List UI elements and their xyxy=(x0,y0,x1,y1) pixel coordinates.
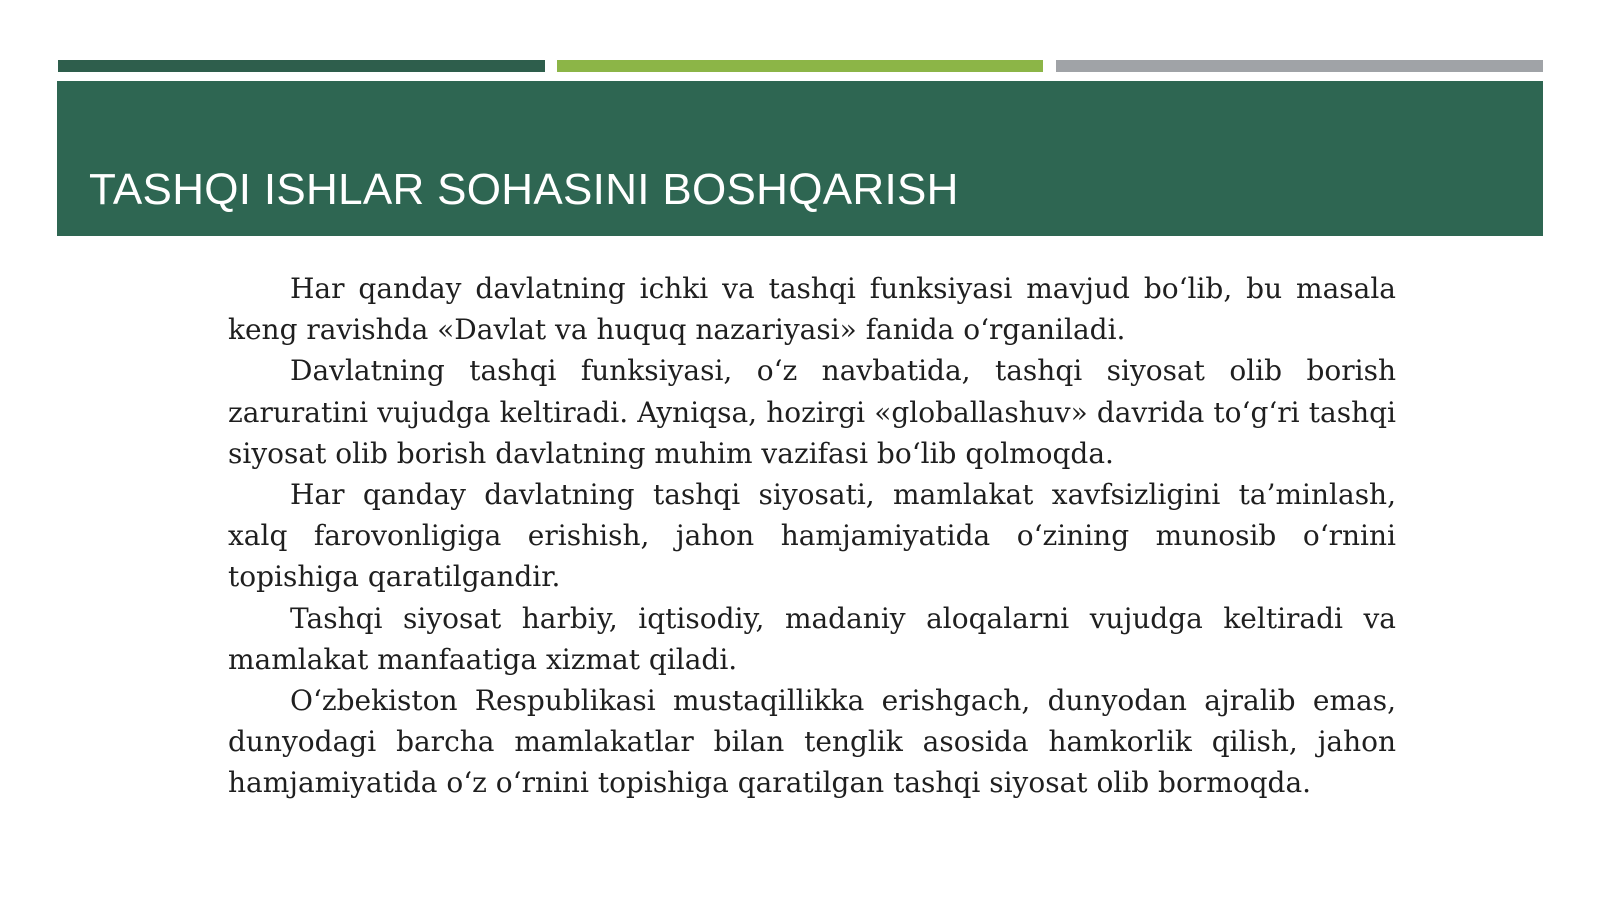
paragraph-5: O‘zbekiston Respublikasi mustaqillikka erishgach, dunyodan ajralib emas, dunyodagi barcha mamlakatlar bilan tenglik asosida hamkorlik qilish, jahon hamjamiyatida o‘z o‘rnini topishiga qaratilgan tashqi siyosat olib bormoqda. xyxy=(228,684,1396,800)
paragraph-1: Har qanday davlatning ichki va tashqi funksiyasi mavjud bo‘lib, bu masala keng ravishda «Davlat va huquq nazariyasi» fanida o‘rganiladi. xyxy=(228,272,1396,347)
accent-bar-gray xyxy=(1056,60,1543,72)
paragraph-2: Davlatning tashqi funksiyasi, o‘z navbatida, tashqi siyosat olib borish zaruratini vujudga keltiradi. Ayniqsa, hozirgi «globallashuv» davrida to‘g‘ri tashqi siyosat olib borish davlatning muhim vazifasi bo‘lib qolmoqda. xyxy=(228,354,1396,470)
accent-bar-dark-green xyxy=(58,60,545,72)
slide-title: TASHQI ISHLAR SOHASINI BOSHQARISH xyxy=(89,165,959,214)
title-band xyxy=(57,81,1543,236)
body-text-block xyxy=(228,268,1396,804)
accent-bar-light-green xyxy=(557,60,1043,72)
paragraph-3: Har qanday davlatning tashqi siyosati, mamlakat xavfsizligini ta’minlash, xalq farovonligiga erishish, jahon hamjamiyatida o‘zining munosib o‘rnini topishiga qaratilgandir. xyxy=(228,478,1396,594)
paragraph-4: Tashqi siyosat harbiy, iqtisodiy, madaniy aloqalarni vujudga keltiradi va mamlakat manfaatiga xizmat qiladi. xyxy=(228,601,1396,676)
